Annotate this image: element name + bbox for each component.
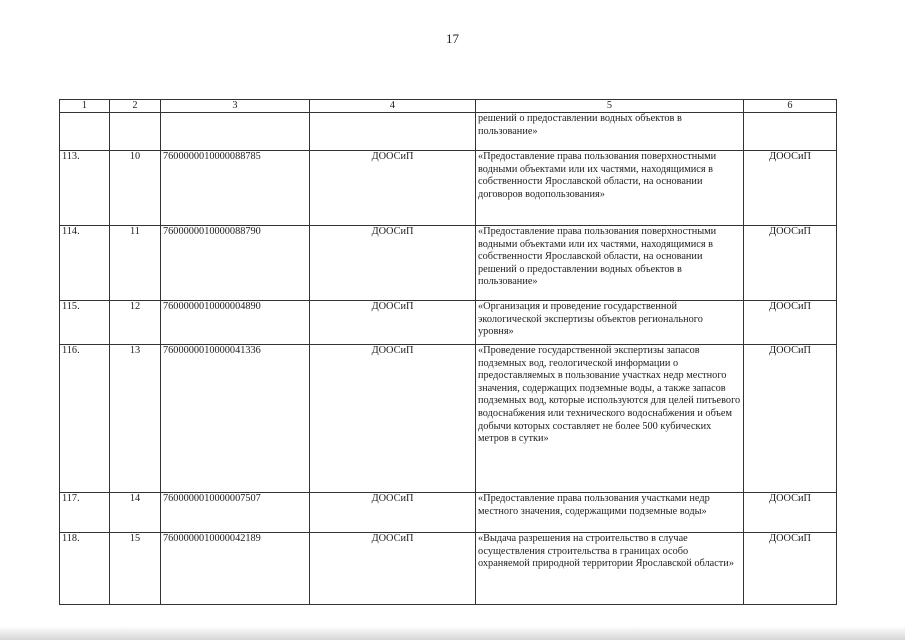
responsible-body: ДООСиП: [744, 151, 837, 226]
service-description: «Предоставление права пользования участками недр местного значения, содержащими подземные воды»: [476, 493, 744, 533]
table-row: [60, 345, 837, 493]
table-row: [60, 151, 837, 226]
services-table: [59, 99, 837, 605]
continuation-row: [60, 113, 837, 151]
department: ДООСиП: [310, 301, 476, 345]
row-index: 15: [110, 533, 161, 605]
responsible-body: ДООСиП: [744, 533, 837, 605]
row-number: 118.: [60, 533, 110, 605]
header-row: [60, 100, 837, 113]
table-row: [60, 226, 837, 301]
responsible-body: ДООСиП: [744, 345, 837, 493]
row-index: 11: [110, 226, 161, 301]
service-code: 7600000010000007507: [161, 493, 310, 533]
column-header: 2: [110, 100, 161, 113]
column-header: 3: [161, 100, 310, 113]
service-description: «Выдача разрешения на строительство в случае осуществления строительства в границах особо охраняемой природной территории Ярославской области»: [476, 533, 744, 605]
service-description: «Организация и проведение государственной экологической экспертизы объектов регионального уровня»: [476, 301, 744, 345]
department: ДООСиП: [310, 345, 476, 493]
service-code: [161, 113, 310, 151]
responsible-body: ДООСиП: [744, 301, 837, 345]
row-index: 14: [110, 493, 161, 533]
service-code: 7600000010000088790: [161, 226, 310, 301]
table-row: [60, 533, 837, 605]
row-index: 13: [110, 345, 161, 493]
department: ДООСиП: [310, 533, 476, 605]
service-code: 7600000010000042189: [161, 533, 310, 605]
page-number: 17: [446, 31, 459, 46]
scan-edge-shadow: [0, 626, 905, 640]
row-number: [60, 113, 110, 151]
service-code: 7600000010000041336: [161, 345, 310, 493]
responsible-body: [744, 113, 837, 151]
service-description: решений о предоставлении водных объектов в пользование»: [476, 113, 744, 151]
department: ДООСиП: [310, 151, 476, 226]
column-header: 4: [310, 100, 476, 113]
column-header: 6: [744, 100, 837, 113]
row-index: [110, 113, 161, 151]
department: [310, 113, 476, 151]
row-number: 116.: [60, 345, 110, 493]
service-description: «Предоставление права пользования поверхностными водными объектами или их частями, находящимися в собственности Ярославской области, на основании договоров водопользования»: [476, 151, 744, 226]
department: ДООСиП: [310, 226, 476, 301]
row-index: 12: [110, 301, 161, 345]
table-row: [60, 301, 837, 345]
department: ДООСиП: [310, 493, 476, 533]
row-number: 113.: [60, 151, 110, 226]
column-header: 5: [476, 100, 744, 113]
service-description: «Проведение государственной экспертизы запасов подземных вод, геологической информации о предоставляемых в пользование участках недр местного значения, содержащих подземные воды, а также запасов подземных вод, которые используются для целей питьевого водоснабжения или технического водоснабжения и объем добычи которых составляет не более 500 кубических метров в сутки»: [476, 345, 744, 493]
column-header: 1: [60, 100, 110, 113]
row-number: 117.: [60, 493, 110, 533]
row-number: 115.: [60, 301, 110, 345]
service-code: 7600000010000088785: [161, 151, 310, 226]
row-number: 114.: [60, 226, 110, 301]
responsible-body: ДООСиП: [744, 493, 837, 533]
service-description: «Предоставление права пользования поверхностными водными объектами или их частями, находящимися в собственности Ярославской области, на основании решений о предоставлении водных объектов в пользование»: [476, 226, 744, 301]
service-code: 7600000010000004890: [161, 301, 310, 345]
responsible-body: ДООСиП: [744, 226, 837, 301]
table-row: [60, 493, 837, 533]
row-index: 10: [110, 151, 161, 226]
